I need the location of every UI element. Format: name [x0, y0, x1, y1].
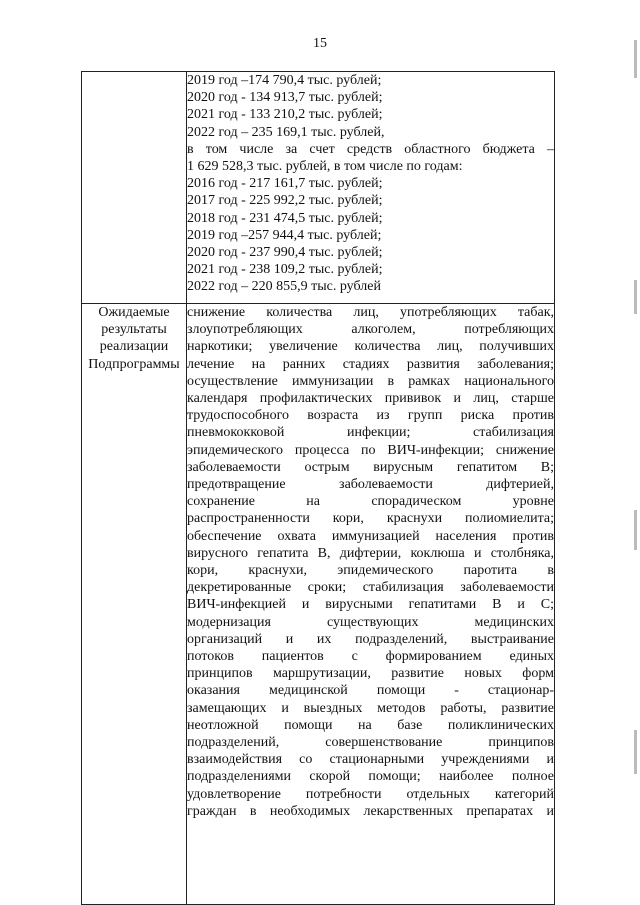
page-number: 15 — [313, 36, 327, 51]
scan-artifact — [634, 40, 637, 78]
funding-line: 2019 год –257 944,4 тыс. рублей; — [187, 227, 382, 243]
funding-line: 2019 год –174 790,4 тыс. рублей; — [187, 73, 382, 88]
funding-line: 1 629 528,3 тыс. рублей, в том числе по годам: — [187, 159, 463, 175]
results-label-line: Подпрограммы — [88, 356, 180, 372]
funding-line: 2020 год - 134 913,7 тыс. рублей; — [187, 90, 383, 106]
results-label-line: Ожидаемые — [98, 305, 170, 320]
results-line: календаря профилактических прививок и лиц, старше — [187, 391, 554, 407]
results-line: лечение на ранних стадиях развития заболевания; — [187, 356, 554, 372]
funding-line: 2017 год - 225 992,2 тыс. рублей; — [187, 193, 383, 209]
results-line: обеспечение охвата иммунизацией населения против — [187, 528, 554, 544]
funding-cell — [187, 72, 555, 304]
results-cell — [187, 304, 555, 905]
results-line: наркотики; увеличение количества лиц, получивших — [187, 339, 554, 355]
results-label-line: результаты — [101, 322, 167, 338]
results-line: оказания медицинской помощи - стационар- — [187, 683, 554, 699]
results-row — [82, 304, 555, 905]
funding-line: 2020 год - 237 990,4 тыс. рублей; — [187, 245, 383, 261]
funding-line: 2016 год - 217 161,7 тыс. рублей; — [187, 176, 383, 192]
results-line: замещающих и выездных методов работы, развитие — [187, 700, 554, 716]
results-line: удовлетворение потребности отдельных категорий — [187, 786, 554, 802]
scan-artifact — [634, 280, 637, 314]
results-line: декретированные сроки; стабилизация заболеваемости — [187, 580, 554, 596]
results-line: сохранение на спорадическом уровне — [187, 494, 554, 510]
results-line: граждан в необходимых лекарственных препаратах и — [187, 803, 554, 819]
results-label-cell — [82, 304, 187, 905]
results-line: трудоспособного возраста из групп риска против — [187, 408, 554, 424]
results-line: эпидемического процесса по ВИЧ-инфекции; снижение — [187, 442, 554, 458]
results-label-line: реализации — [99, 339, 169, 355]
results-line: принципов маршрутизации, развитие новых форм — [187, 666, 554, 682]
results-line: кори, краснухи, эпидемического паротита в — [187, 563, 554, 579]
results-line: неотложной помощи на базе поликлинических — [187, 717, 554, 733]
results-line: подразделений, совершенствование принципов — [187, 735, 554, 751]
results-line: взаимодействия со стационарными учреждениями и — [187, 752, 554, 768]
results-line: ВИЧ-инфекцией и вирусными гепатитами B и C; — [187, 597, 554, 613]
funding-line: 2022 год – 220 855,9 тыс. рублей — [187, 279, 381, 295]
results-line: злоупотребляющих алкоголем, потребляющих — [187, 322, 554, 338]
results-line: осуществление иммунизации в рамках национального — [187, 373, 554, 389]
funding-row — [82, 72, 555, 304]
funding-line: в том числе за счет средств областного бюджета – — [187, 141, 554, 157]
results-line: снижение количества лиц, употребляющих табак, — [187, 305, 554, 320]
results-line: организаций и их подразделений, выстраивание — [187, 631, 554, 647]
results-line: заболеваемости острым вирусным гепатитом B; — [187, 459, 554, 475]
funding-line: 2022 год – 235 169,1 тыс. рублей, — [187, 124, 385, 140]
funding-line: 2021 год - 238 109,2 тыс. рублей; — [187, 262, 383, 278]
results-line: предотвращение заболеваемости дифтерией, — [187, 477, 554, 493]
results-line: подразделениями скорой помощи; наиболее полное — [187, 769, 554, 785]
scan-artifact — [634, 510, 637, 550]
funding-label-cell — [82, 72, 187, 304]
scan-artifact — [634, 730, 637, 774]
funding-line: 2021 год - 133 210,2 тыс. рублей; — [187, 107, 383, 123]
results-line: потоков пациентов с формированием единых — [187, 649, 554, 665]
funding-line: 2018 год - 231 474,5 тыс. рублей; — [187, 210, 383, 226]
program-table — [81, 71, 555, 905]
results-line: модернизация существующих медицинских — [187, 614, 554, 630]
results-line: вирусного гепатита B, дифтерии, коклюша и столбняка, — [187, 545, 554, 561]
results-line: распространенности кори, краснухи полиомиелита; — [187, 511, 554, 527]
results-line: пневмококковой инфекции; стабилизация — [187, 425, 554, 441]
